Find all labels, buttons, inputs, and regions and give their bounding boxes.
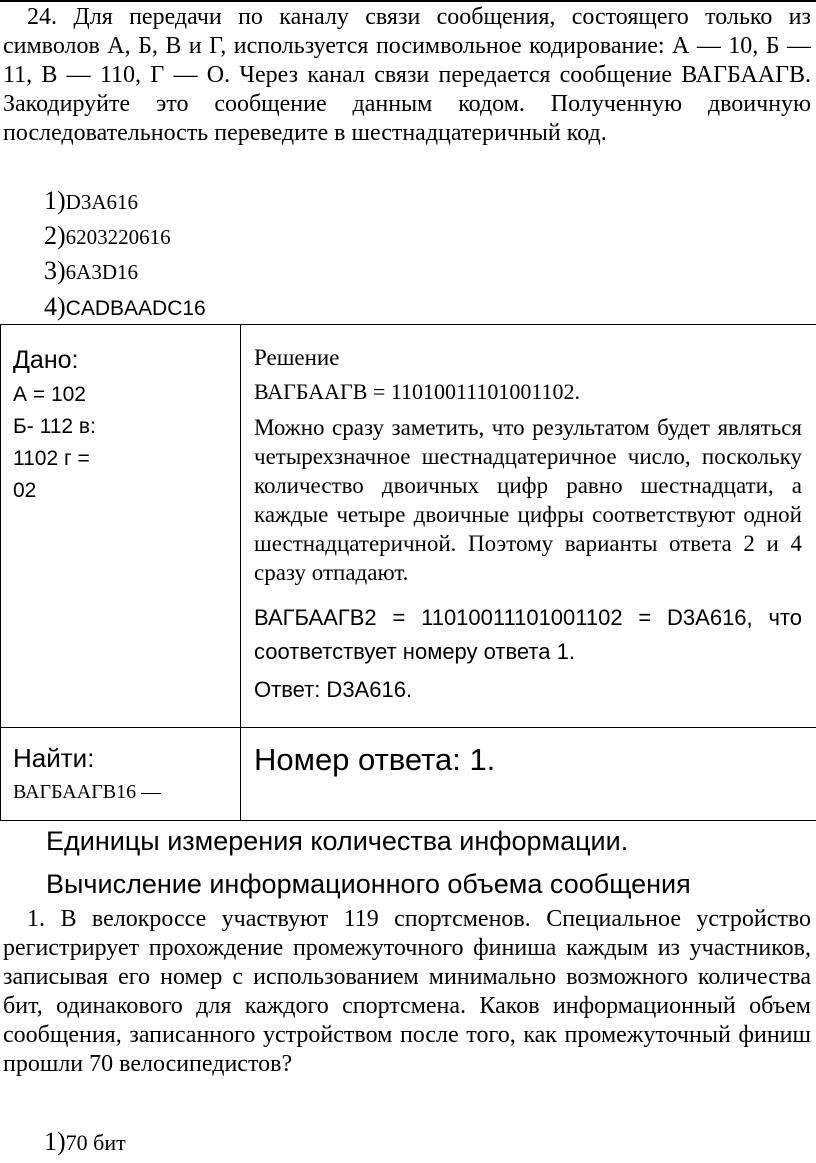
solution-equation: ВАГБААГВ2 = 11010011101001102 = D3A616, что соответствует номеру ответа 1. xyxy=(254,605,802,664)
option-value: D3A616 xyxy=(65,190,139,214)
given-line-2: Б- 112 в: xyxy=(13,415,96,438)
task24-text: 24. Для передачи по каналу связи сообщения, состоящего только из символов А, Б, В и Г, используется посимвольное кодирование: А — 10, Б — 11, В — 110, Г — О. Через канал связи передается сообщение ВАГБААГВ. Закодируйте это сообщение данным кодом. Полученную двоичную последовательность переведите в шестнадцатеричный код. xyxy=(3,4,811,146)
find-title: Найти: xyxy=(13,743,95,773)
given-cell xyxy=(1,325,241,728)
section-heading-line-2: Вычисление информационного объема сообщения xyxy=(46,869,691,899)
top-rule xyxy=(0,0,816,2)
find-line: ВАГБААГВ16 — xyxy=(13,781,162,803)
solution-table xyxy=(0,324,816,821)
option-value: 6A3D16 xyxy=(65,260,139,284)
option-number: 1) xyxy=(44,186,66,215)
given-line-3: 1102 г = xyxy=(13,447,90,470)
option-value: 6203220616 xyxy=(65,225,171,249)
task24-option-3 xyxy=(44,257,138,286)
given-line-1: А = 102 xyxy=(13,383,86,406)
find-cell xyxy=(1,728,241,821)
task24-option-2 xyxy=(44,222,171,251)
solution-encoding: ВАГБААГВ = 11010011101001102. xyxy=(254,379,581,404)
task24-option-4 xyxy=(44,293,206,323)
find-row xyxy=(1,728,816,821)
given-title: Дано: xyxy=(13,346,79,374)
option-number: 3) xyxy=(44,256,66,285)
answer-number: Номер ответа: 1. xyxy=(254,742,496,777)
task1-option-1 xyxy=(44,1128,126,1157)
task24-option-1 xyxy=(44,187,138,216)
answer-cell xyxy=(241,728,816,821)
section-heading-line-1: Единицы измерения количества информации. xyxy=(46,826,629,856)
task1-text: 1. В велокроссе участвуют 119 спортсменов. Специальное устройство регистрирует прохождение промежуточного финиша каждым из участников, записывая его номер с использованием минимально возможного количества бит, одинакового для каждого спортсмена. Каков информационный объем сообщения, записанного устройством после того, как промежуточный финиш прошли 70 велосипедистов? xyxy=(3,906,811,1077)
solution-answer: Ответ: D3A616. xyxy=(254,677,413,702)
option-number: 1) xyxy=(44,1127,66,1156)
solution-row xyxy=(1,325,816,728)
option-number: 2) xyxy=(44,221,66,250)
option-number: 4) xyxy=(44,292,66,321)
option-value: CADBAADC16 xyxy=(65,297,206,320)
solution-title: Решение xyxy=(254,345,340,370)
solution-explanation: Можно сразу заметить, что результатом будет являться четырехзначное шестнадцатеричное число, поскольку количество двоичных цифр равно шестнадцати, а каждые четыре двоичные цифры соответствуют одной шестнадцатеричной. Поэтому варианты ответа 2 и 4 сразу отпадают. xyxy=(254,415,802,585)
solution-cell xyxy=(241,325,816,728)
option-value: 70 бит xyxy=(65,1130,126,1155)
given-line-4: 02 xyxy=(13,479,37,502)
